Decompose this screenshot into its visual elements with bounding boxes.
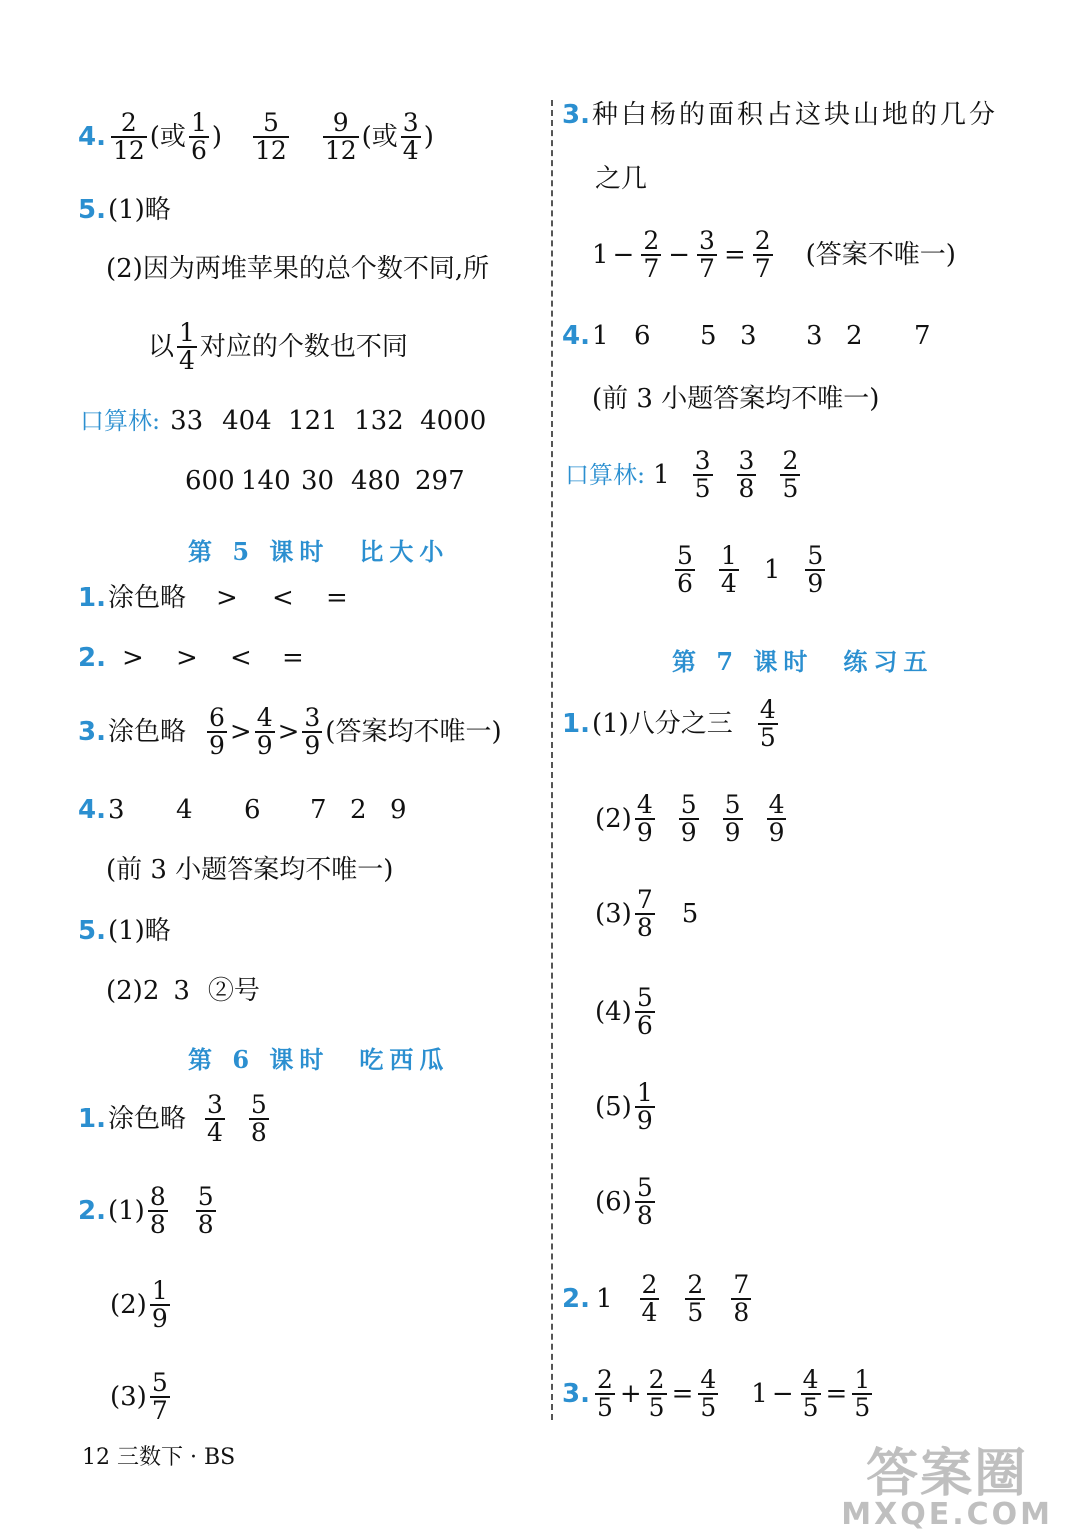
fraction: $\frac{5}{8}$ bbox=[250, 1090, 267, 1148]
fraction: $\frac{4}{5}$ bbox=[802, 1365, 819, 1423]
oral-calc-2: 口算林: 1 $\frac{3}{5}$ $\frac{3}{8}$ $\frac{2}{5}$ bbox=[565, 446, 799, 504]
sec7-q2: 2. 1 $\frac{2}{4}$ $\frac{2}{5}$ $\frac{7}{8}$ bbox=[562, 1270, 750, 1328]
fraction: $\frac{3}{4}$ bbox=[206, 1090, 223, 1148]
fraction: $\frac{1}{4}$ bbox=[179, 318, 195, 376]
sec6-q2-p3: (3) $\frac{5}{7}$ bbox=[110, 1368, 168, 1426]
fraction: $\frac{3}{5}$ bbox=[694, 446, 711, 504]
fraction: $\frac{4}{9}$ bbox=[768, 790, 785, 848]
fraction: $\frac{3}{8}$ bbox=[738, 446, 755, 504]
right-q3-text2: 之几 bbox=[595, 164, 648, 194]
sec6-q2-p1: 2. (1) $\frac{8}{8}$ $\frac{5}{8}$ bbox=[78, 1182, 214, 1240]
fraction: $\frac{5}{7}$ bbox=[151, 1368, 168, 1426]
fraction: $\frac{6}{9}$ bbox=[208, 703, 225, 761]
right-q4: 4. 1 6 5 3 3 2 7 bbox=[562, 321, 931, 351]
fraction: $\frac{5}{9}$ bbox=[680, 790, 697, 848]
section-5-heading: 第 5 课时 比大小 bbox=[188, 537, 450, 566]
left-q4: 4. $\frac{2}{12}$ (或 $\frac{1}{6}$ ) $\frac{5}{12}$ $\frac{9}{12}$ (或 $\frac{3}{4}$ ) bbox=[78, 108, 434, 166]
oral-calc-1: 口算林: 33 404 121 132 4000 bbox=[80, 406, 487, 436]
watermark-logo: 答案圈 MXQE.COM bbox=[841, 1444, 1053, 1532]
oral-calc-1-row2: 600 140 30 480 297 bbox=[185, 466, 465, 496]
sec5-q2: 2. > > < = bbox=[78, 643, 304, 673]
fraction: $\frac{3}{9}$ bbox=[304, 703, 321, 761]
section-6-heading: 第 6 课时 吃西瓜 bbox=[188, 1045, 450, 1074]
fraction: $\frac{5}{6}$ bbox=[677, 541, 693, 599]
sec5-q5-p1: 5. (1)略 bbox=[78, 916, 171, 946]
fraction: $\frac{1}{6}$ bbox=[190, 108, 207, 166]
oral-calc-2-row2: $\frac{5}{6}$ $\frac{1}{4}$ 1 $\frac{5}{9}$ bbox=[677, 541, 824, 599]
left-q5-p2: (2)因为两堆苹果的总个数不同,所 bbox=[106, 254, 490, 284]
sec6-q2-p2: (2) $\frac{1}{9}$ bbox=[110, 1276, 168, 1334]
fraction: $\frac{1}{9}$ bbox=[636, 1078, 653, 1136]
fraction: $\frac{5}{9}$ bbox=[807, 541, 824, 599]
fraction: $\frac{9}{12}$ bbox=[324, 108, 357, 166]
fraction: $\frac{2}{7}$ bbox=[643, 226, 660, 284]
fraction: $\frac{2}{7}$ bbox=[754, 226, 771, 284]
fraction: $\frac{8}{8}$ bbox=[149, 1182, 166, 1240]
right-q3-text1: 3. 种白杨的面积占这块山地的几分 bbox=[562, 100, 998, 130]
fraction: $\frac{3}{4}$ bbox=[402, 108, 419, 166]
sec7-q1-p1: 1. (1)八分之三 $\frac{4}{5}$ bbox=[562, 695, 776, 753]
fraction: $\frac{2}{4}$ bbox=[641, 1270, 658, 1328]
column-divider bbox=[551, 100, 553, 1420]
sec7-q1-p4: (4) $\frac{5}{6}$ bbox=[595, 983, 653, 1041]
section-7-heading: 第 7 课时 练习五 bbox=[672, 647, 934, 676]
sec6-q1: 1. 涂色略 $\frac{3}{4}$ $\frac{5}{8}$ bbox=[78, 1090, 267, 1148]
sec5-q1: 1. 涂色略 > < = bbox=[78, 583, 348, 613]
fraction: $\frac{2}{12}$ bbox=[112, 108, 145, 166]
fraction: $\frac{2}{5}$ bbox=[596, 1365, 613, 1423]
sec7-q1-p2: (2) $\frac{4}{9}$ $\frac{5}{9}$ $\frac{5}{9}$ $\frac{4}{9}$ bbox=[595, 790, 785, 848]
fraction: $\frac{5}{6}$ bbox=[636, 983, 653, 1041]
fraction: $\frac{7}{8}$ bbox=[733, 1270, 750, 1328]
fraction: $\frac{5}{12}$ bbox=[255, 108, 287, 166]
right-q4-note: (前 3 小题答案均不唯一) bbox=[592, 384, 880, 414]
fraction: $\frac{2}{5}$ bbox=[648, 1365, 665, 1423]
fraction: $\frac{4}{5}$ bbox=[759, 695, 776, 753]
page-footer: 12 三数下 · BS bbox=[82, 1445, 236, 1470]
sec5-q5-p2: (2)2 3 ②号 bbox=[106, 976, 260, 1006]
sec5-q4: 4. 3 4 6 7 2 9 bbox=[78, 795, 407, 825]
sec5-q4-note: (前 3 小题答案均不唯一) bbox=[106, 855, 394, 885]
fraction: $\frac{7}{8}$ bbox=[636, 885, 653, 943]
fraction: $\frac{2}{5}$ bbox=[782, 446, 799, 504]
fraction: $\frac{1}{4}$ bbox=[720, 541, 737, 599]
right-q3-formula: 1 − $\frac{2}{7}$ − $\frac{3}{7}$ = $\frac{2}{7}$ (答案不唯一) bbox=[592, 226, 956, 284]
sec7-q3: 3. $\frac{2}{5}$ + $\frac{2}{5}$ = $\frac{4}{5}$ 1 − $\frac{4}{5}$ = $\frac{1}{5}$ bbox=[562, 1365, 871, 1423]
fraction: $\frac{5}{8}$ bbox=[636, 1173, 653, 1231]
fraction: $\frac{4}{5}$ bbox=[700, 1365, 717, 1423]
left-q5-p3: 以 $\frac{1}{4}$ 对应的个数也不同 bbox=[148, 318, 408, 376]
fraction: $\frac{1}{9}$ bbox=[151, 1276, 168, 1334]
fraction: $\frac{2}{5}$ bbox=[687, 1270, 704, 1328]
fraction: $\frac{4}{9}$ bbox=[636, 790, 653, 848]
sec5-q3: 3. 涂色略 $\frac{6}{9}$ > $\frac{4}{9}$ > $\frac{3}{9}$ (答案均不唯一) bbox=[78, 703, 502, 761]
fraction: $\frac{5}{9}$ bbox=[724, 790, 741, 848]
fraction: $\frac{5}{8}$ bbox=[197, 1182, 214, 1240]
fraction: $\frac{4}{9}$ bbox=[256, 703, 273, 761]
sec7-q1-p3: (3) $\frac{7}{8}$ 5 bbox=[595, 885, 699, 943]
fraction: $\frac{3}{7}$ bbox=[699, 226, 715, 284]
sec7-q1-p6: (6) $\frac{5}{8}$ bbox=[595, 1173, 653, 1231]
fraction: $\frac{1}{5}$ bbox=[854, 1365, 871, 1423]
left-q5-p1: 5. (1)略 bbox=[78, 195, 171, 225]
sec7-q1-p5: (5) $\frac{1}{9}$ bbox=[595, 1078, 653, 1136]
